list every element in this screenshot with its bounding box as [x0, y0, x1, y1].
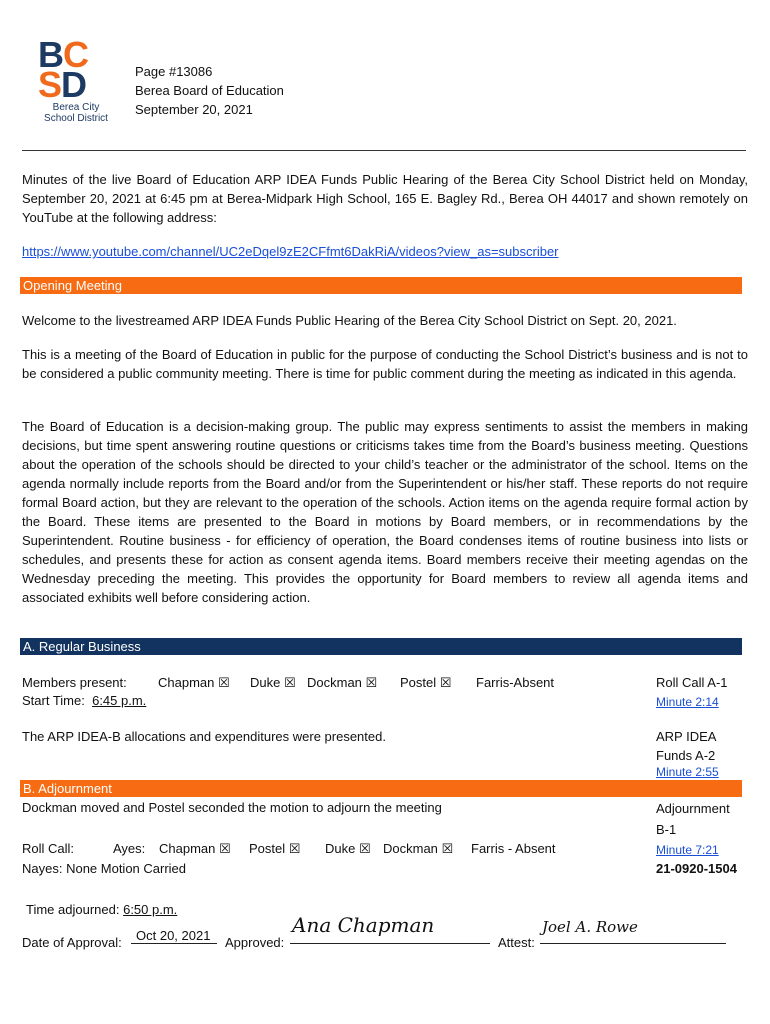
- member-duke: Duke ☒: [250, 675, 296, 690]
- section-heading-adjournment: B. Adjournment: [20, 780, 742, 797]
- page-number: Page #13086: [135, 64, 213, 79]
- welcome-paragraph: Welcome to the livestreamed ARP IDEA Funds Public Hearing of the Berea City School District on Sept. 20, 2021.: [22, 313, 677, 328]
- nayes-result: Nayes: None Motion Carried: [22, 861, 187, 876]
- adjourn-minute-link[interactable]: Minute 7:21: [656, 843, 719, 857]
- purpose-paragraph: This is a meeting of the Board of Education in public for the purpose of conducting the School District’s business and is not to be considered a public community meeting. There is time for public comment during the meeting as indicated in this agenda.: [22, 347, 748, 381]
- page-header: [135, 62, 284, 119]
- approval-date-value: Oct 20, 2021: [136, 928, 211, 943]
- logo-subtitle: Berea City School District: [44, 102, 108, 124]
- attest-label: Attest:: [498, 935, 535, 950]
- section-heading-opening: Opening Meeting: [20, 277, 742, 294]
- district-logo: [38, 34, 114, 124]
- aye-dockman: Dockman ☒: [383, 841, 454, 856]
- aye-farris: Farris - Absent: [471, 841, 556, 856]
- arp-presentation-text: The ARP IDEA-B allocations and expenditures were presented.: [22, 729, 386, 744]
- ayes-label: Ayes:: [113, 841, 146, 856]
- arp-minute-link[interactable]: Minute 2:55: [656, 765, 719, 779]
- approved-label: Approved:: [225, 935, 285, 950]
- adjourn-rollcall-label: Roll Call:: [22, 841, 75, 856]
- resolution-number: 21-0920-1504: [656, 861, 737, 876]
- date-of-approval-label: Date of Approval:: [22, 935, 122, 950]
- rollcall-reference: Roll Call A-1: [656, 675, 728, 690]
- time-adjourned: Time adjourned: 6:50 p.m.: [26, 902, 178, 917]
- member-farris: Farris-Absent: [476, 675, 555, 690]
- approved-signature-line: [290, 943, 490, 944]
- adjournment-reference: Adjournment B-1: [656, 801, 730, 837]
- start-time: Start Time: 6:45 p.m.: [22, 693, 147, 708]
- member-chapman: Chapman ☒: [158, 675, 230, 690]
- approved-signature: Ana Chapman: [292, 913, 435, 937]
- intro-paragraph: Minutes of the live Board of Education ARP IDEA Funds Public Hearing of the Berea City School District held on Monday, September 20, 2021 at 6:45 pm at Berea-Midpark High School, 165 E. Bagley Rd., Berea OH 44017 and shown remotely on YouTube at the following address:: [22, 172, 748, 225]
- adjourn-motion: Dockman moved and Postel seconded the motion to adjourn the meeting: [22, 800, 442, 815]
- rollcall-minute-link[interactable]: Minute 2:14: [656, 695, 719, 709]
- header-divider: [22, 150, 746, 151]
- youtube-link[interactable]: https://www.youtube.com/channel/UC2eDqel9zE2CFfmt6DakRiA/videos?view_as=subscriber: [22, 244, 559, 259]
- section-heading-regular: A. Regular Business: [20, 638, 742, 655]
- aye-duke: Duke ☒: [325, 841, 371, 856]
- member-postel: Postel ☒: [400, 675, 452, 690]
- meeting-date: September 20, 2021: [135, 102, 253, 117]
- member-dockman: Dockman ☒: [307, 675, 378, 690]
- attest-signature: Joel A. Rowe: [542, 918, 638, 936]
- members-present-label: Members present:: [22, 675, 127, 690]
- aye-postel: Postel ☒: [249, 841, 301, 856]
- attest-signature-line: [540, 943, 726, 944]
- arp-reference: ARP IDEA Funds A-2: [656, 729, 717, 763]
- aye-chapman: Chapman ☒: [159, 841, 231, 856]
- organization-name: Berea Board of Education: [135, 83, 284, 98]
- logo-letters: B C S D: [38, 34, 88, 105]
- board-info-paragraph: The Board of Education is a decision-making group. The public may express sentiments to assist the members in making decisions, but time spent answering routine questions or criticisms takes time from the Board’s business meeting. Questions about the operation of the schools should be directed to your child’s teacher or the administrator of the school. Items on the agenda normally include reports from the Board and/or from the Superintendent or his/her staff. These reports do not require formal Board action, but they are relevant to the operation of the schools. Action items on the agenda require formal action by the Board. These items are presented to the Board in motions by Board members, or in recommendations by the Superintendent. Routine business - for efficiency of operation, the Board condenses items of routine business into lists or schedules, and presents these for action as consent agenda items. Board members receive their meeting agendas on the Wednesday preceding the meeting. This provides the opportunity for Board members to review all agenda items and associated exhibits well before considering action.: [22, 419, 748, 605]
